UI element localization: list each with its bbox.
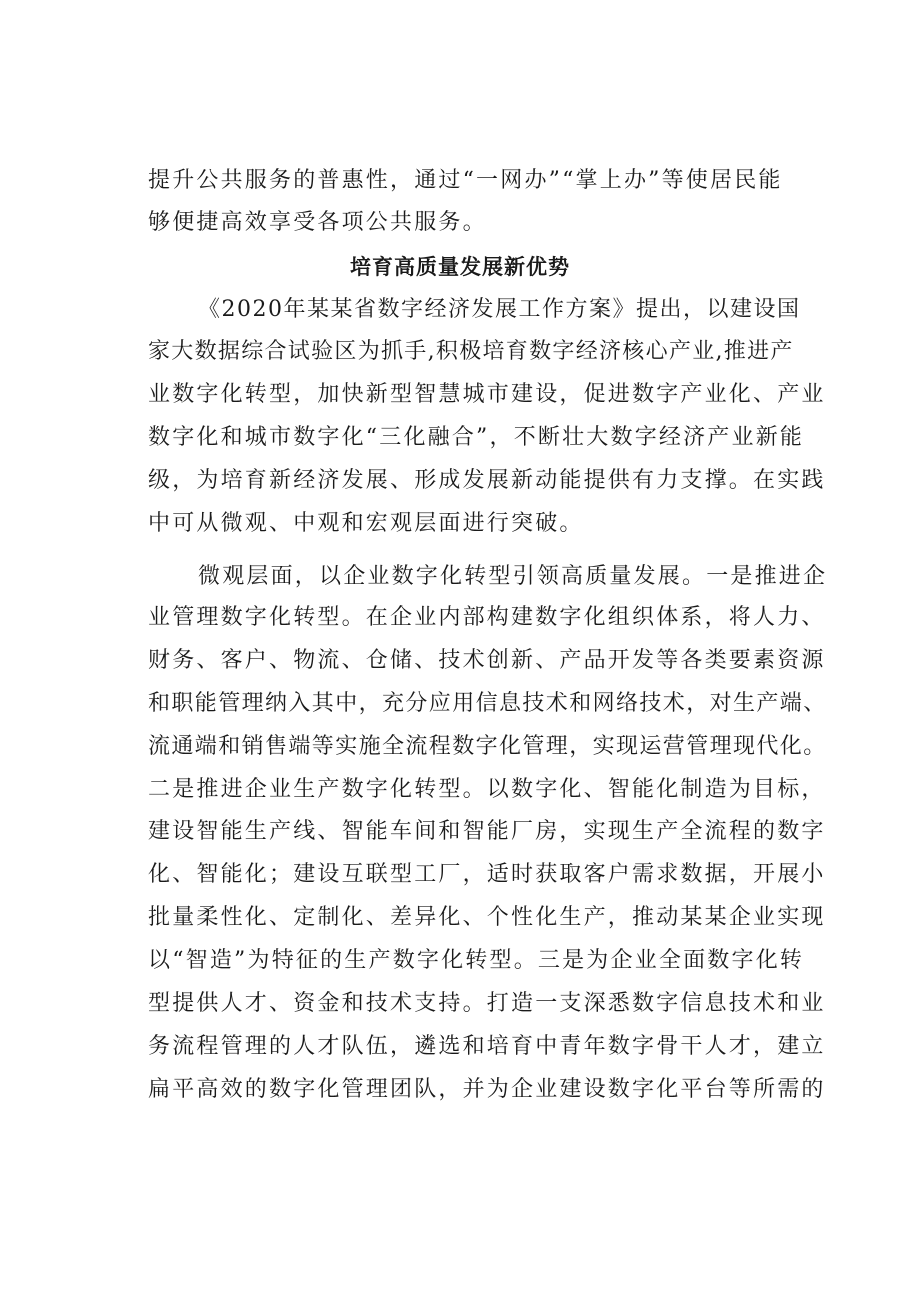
text-line: 提升公共服务的普惠性，通过“一网办”“掌上办”等使居民能 — [148, 168, 783, 193]
text-line: 二是推进企业生产数字化转型。以数字化、智能化制造为目标， — [148, 777, 826, 802]
text-line: 够便捷高效享受各项公共服务。 — [148, 210, 487, 235]
text-line: 业数字化转型，加快新型智慧城市建设，促进数字产业化、产业 — [148, 382, 826, 407]
text-line: 化、智能化；建设互联型工厂，适时获取客户需求数据，开展小 — [148, 862, 826, 887]
text-line: 微观层面，以企业数字化转型引领高质量发展。一是推进企 — [198, 564, 828, 589]
text-line: 业管理数字化转型。在企业内部构建数字化组织体系，将人力、 — [148, 605, 826, 630]
text-line: 型提供人才、资金和技术支持。打造一支深悉数字信息技术和业 — [148, 991, 826, 1016]
section-heading: 培育高质量发展新优势 — [350, 255, 570, 279]
text-line: 级，为培育新经济发展、形成发展新动能提供有力支撑。在实践 — [148, 468, 826, 493]
text-line: 财务、客户、物流、仓储、技术创新、产品开发等各类要素资源 — [148, 648, 826, 673]
text-line: 中可从微观、中观和宏观层面进行突破。 — [148, 511, 584, 536]
text-line: 扁平高效的数字化管理团队，并为企业建设数字化平台等所需的 — [148, 1077, 826, 1102]
text-line: 务流程管理的人才队伍，遴选和培育中青年数字骨干人才，建立 — [148, 1034, 826, 1059]
text-line: 数字化和城市数字化“三化融合”，不断壮大数字经济产业新能 — [148, 425, 805, 450]
text-line: 以“智造”为特征的生产数字化转型。三是为企业全面数字化转 — [148, 948, 805, 973]
text-line: 流通端和销售端等实施全流程数字化管理，实现运营管理现代化。 — [148, 734, 827, 759]
text-line: 建设智能生产线、智能车间和智能厂房，实现生产全流程的数字 — [148, 819, 826, 844]
text-line: 批量柔性化、定制化、差异化、个性化生产，推动某某企业实现 — [148, 905, 826, 930]
text-line: 家大数据综合试验区为抓手,积极培育数字经济核心产业,推进产 — [148, 339, 794, 364]
text-line: 《2020年某某省数字经济发展工作方案》提出，以建设国 — [198, 297, 801, 322]
text-line: 和职能管理纳入其中，充分应用信息技术和网络技术，对生产端、 — [148, 691, 827, 716]
